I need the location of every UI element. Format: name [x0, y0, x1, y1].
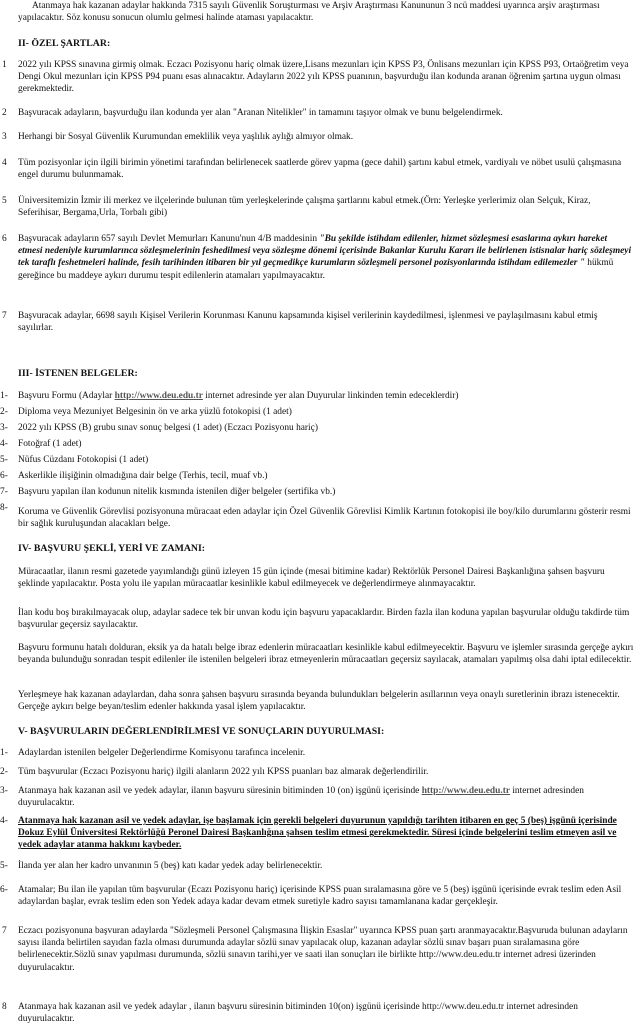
section-3-item-3 [0, 422, 636, 434]
item-text: Herhangi bir Sosyal Güvenlik Kurumundan emeklilik veya yaşlılık aylığı almıyor olmak. [18, 132, 354, 142]
item-number: 1- [0, 748, 8, 758]
section-5-item-7 [0, 925, 636, 974]
item-text: Atanmaya hak kazanan asil ve yedek adaylar , ilanın başvuru süresinin bitiminden 10(on) işgünü içerisinde http://www.deu.edu.tr internet adresinden duyurulacaktır. [18, 1002, 578, 1025]
item-text: Atanmaya hak kazanan asil ve yedek adaylar, işe başlamak için gerekli belgeleri duyurunun yapıldığı tarihten itibaren en geç 5 (beş) işgünü içerisinde Dokuz Eylül Üniversitesi Rektörlüğü Peronel Dairesi Başkanlığına şahsen teslim etmesi gerekmektedir. Süresi içinde belgelerini teslim etmeyen asil ve yedek adaylar atanma hakkını kaybeder. [18, 816, 617, 851]
item-number: 5- [0, 861, 8, 871]
item-text: Askerlikle ilişiğinin olmadığına dair belge (Terhis, tecil, muaf vb.) [18, 471, 268, 481]
item-number: 7 [2, 926, 7, 936]
item-text: Üniversitemizin İzmir ili merkez ve ilçelerinde bulunan tüm yerleşkelerinde çalışma şartlarını kabul etmek.(Örn: Yerleşke yerlerimiz olan Selçuk, Kiraz, Seferihisar, Bergama,Urla, Torbalı gibi) [18, 196, 591, 219]
item-number: 4 [2, 158, 7, 168]
section-4-paragraph-1: Müracaatlar, ilanın resmi gazetede yayımlandığı günü izleyen 15 gün içinde (mesai bitimine kadar) Rektörlük Personel Dairesi Başkanlığına şahsen başvuru şeklinde yapılacaktır. Posta yolu ile yapılan müracaatlar kesinlikle kabul edilmeyecek ve değerlendirmeye alınmayacaktır. [18, 567, 605, 590]
section-2-item-4 [0, 157, 636, 181]
intro-paragraph: Atanmaya hak kazanan adaylar hakkında 7315 sayılı Güvenlik Soruşturması ve Arşiv Araştırması Kanununun 3 ncü maddesi uyarınca arşiv araştırması yapılacaktır. Söz konusu sonucun olumlu gelmesi halinde ataması yapılacaktır. [18, 1, 600, 24]
section-5-item-2 [0, 766, 636, 778]
section-5-item-8 [0, 1001, 636, 1025]
section-5-item-3 [0, 785, 636, 809]
section-3-item-7 [0, 486, 636, 498]
item-number: 1- [0, 391, 8, 401]
item-text: Eczacı pozisyonuna başvuran adaylarda "Sözleşmeli Personel Çalışmasına İlişkin Esaslar" uyarınca KPSS puan şartı aranmayacaktır.Başvuruda bulunan adayların sayısı ilanda belirtilen sayıdan fazla olması durumunda adaylar sözlü sınav yapılacak olup, kazanan adaylar sözlü sınav başarı puan sıralamasına göre belirlenecektir.Sözlü sınav yapılması durumunda, sözlü sınavın tarihi,yer ve saati ilan sonuçları ile birlikte http://www.deu.edu.tr internet adresi üzerinden duyurulacaktır. [18, 926, 628, 973]
item-text-post: internet adresinden duyurulacaktır. [18, 786, 584, 809]
section-5-item-5 [0, 860, 636, 872]
item-text [18, 233, 633, 282]
item-number: 5- [0, 455, 8, 465]
deu-website-link[interactable]: http://www.deu.edu.tr [114, 391, 203, 401]
section-4-paragraph-4: Yerleşmeye hak kazanan adaylardan, daha sonra şahsen başvuru sırasında beyanda bulundukları belgelerin asıllarının veya onaylı suretlerinin ibrazı istenecektir. Gerçeğe aykırı belge beyan/teslim edenler hakkında yasal işlem yapılacaktır. [18, 690, 620, 713]
section-2-item-3 [0, 131, 636, 143]
section-3-item-4 [0, 438, 636, 450]
section-3-item-5 [0, 454, 636, 466]
item-number: 3- [0, 423, 8, 433]
section-2-item-6 [0, 233, 636, 282]
item-text: Başvuru yapılan ilan kodunun nitelik kısmında istenilen diğer belgeler (sertifika vb.) [18, 487, 336, 497]
deu-website-link[interactable]: http://www.deu.edu.tr [421, 786, 510, 796]
item-text: Başvuracak adayların, başvurduğu ilan kodunda yer alan "Aranan Nitelikler" in tamamını taşıyor olmak ve bunu belgelendirmek. [18, 108, 503, 118]
section-4-paragraph-2: İlan kodu boş bırakılmayacak olup, adaylar sadece tek bir unvan kodu için başvuru yapacaklardır. Birden fazla ilan koduna yapılan başvurular olduğu takdirde tüm başvurular geçersiz sayılacaktır. [18, 608, 630, 631]
item-text-pre: Atanmaya hak kazanan asil ve yedek adaylar, ilanın başvuru süresinin bitiminden 10 (on) işgünü içerisinde [18, 786, 422, 796]
section-4-paragraph-3: Başvuru formunu hatalı dolduran, eksik ya da hatalı belge ibraz edenlerin müracaatları kesinlikle kabul edilmeyecektir. Başvuru ve işlemler sırasında gerçeğe aykırı beyanda bulunduğu sonradan tespit edilenler ile istenilen belgeleri ibraz etmeyenlerin müracaatları geçersiz sayılacak, atamaları yapılmış olsa dahi iptal edilecektir. [18, 643, 634, 666]
section-5-item-4 [0, 815, 636, 852]
section-3-item-1 [0, 390, 636, 402]
item-number: 5 [2, 196, 7, 206]
item-text: 2022 yılı KPSS (B) grubu sınav sonuç belgesi (1 adet) (Eczacı Pozisyonu hariç) [18, 423, 318, 433]
section-2-item-7 [0, 310, 636, 334]
item-text: 2022 yılı KPSS sınavına girmiş olmak. Eczacı Pozisyonu hariç olmak üzere,Lisans mezunları için KPSS P3, Önlisans mezunları için KPSS P93, Ortaöğretim veya Dengi Okul mezunları için KPSS P94 puanı esas alınacaktır. Adayların 2022 yılı KPSS puanının, başvurduğu ilan kodunda aranan öğrenim şartına uygun olması gerekmektedir. [18, 60, 629, 95]
item-text-post: hükmü gereğince bu maddeye aykırı durumu tespit edilenlerin atamaları yapılmayacaktır. [18, 258, 614, 281]
item-text: Fotoğraf (1 adet) [18, 439, 82, 449]
item-text: Atamalar; Bu ilan ile yapılan tüm başvurular (Ecazı Pozisyonu hariç) içerisinde KPSS puan sıralamasına göre ve 5 (beş) işgünü içerisinde evrak teslim eden Asil adaylardan başlar, evrak teslim eden son Yedek adaya kadar devam etmek suretiyle kadro sayısı tamamlanana kadar gerçekleşir. [18, 885, 622, 908]
item-text: İlanda yer alan her kadro unvanının 5 (beş) katı kadar yedek aday belirlenecektir. [18, 861, 323, 871]
item-number: 7- [0, 487, 8, 497]
section-2-item-1 [0, 59, 636, 96]
law-quote: "Bu şekilde istihdam edilenler, hizmet sözleşmesi esaslarına aykırı hareket etmesi nedeniyle kurumlarınca sözleşmelerinin feshedilmesi veya sözleşme dönemi içerisinde Bakanlar Kurulu Kararı ile belirlenen istisnalar hariç sözleşmeyi tek taraflı feshetmeleri halinde, fesih tarihinden itibaren bir yıl geçmedikçe kurumların sözleşmeli personel pozisyonlarında istihdam edilemezler " [18, 234, 632, 269]
item-number: 2- [0, 767, 8, 777]
item-number: 1 [2, 60, 7, 70]
section-5-item-6 [0, 884, 636, 908]
item-text [18, 785, 633, 809]
item-text: Tüm başvurular (Eczacı Pozisyonu hariç) ilgili alanların 2022 yılı KPSS puanları baz almarak değerlendirilir. [18, 767, 429, 777]
item-text-pre: Başvuracak adayların 657 sayılı Devlet Memurları Kanunu'nun 4/B maddesinin [18, 234, 320, 244]
section-3-title: III- İSTENEN BELGELER: [18, 368, 138, 379]
item-text-pre: Başvuru Formu (Adaylar [18, 391, 115, 401]
item-number: 3- [0, 786, 8, 796]
section-4-title: IV- BAŞVURU ŞEKLİ, YERİ VE ZAMANI: [18, 543, 206, 554]
item-text: Tüm pozisyonlar için ilgili birimin yönetimi tarafından belirlenecek saatlerde görev yapma (gece dahil) şartını kabul etmek, vardiyalı ve nöbet usulü çalışmasına engel durumu bulunmamak. [18, 158, 622, 181]
item-text [18, 390, 633, 402]
item-number: 8- [0, 503, 8, 513]
item-number: 6- [0, 471, 8, 481]
item-text: Nüfus Cüzdanı Fotokopisi (1 adet) [18, 455, 149, 465]
item-text: Diploma veya Mezuniyet Belgesinin ön ve arka yüzlü fotokopisi (1 adet) [18, 407, 292, 417]
item-number: 6 [2, 234, 7, 244]
section-2-title: II- ÖZEL ŞARTLAR: [18, 38, 111, 49]
item-number: 3 [2, 132, 7, 142]
item-number: 6- [0, 885, 8, 895]
item-text: Adaylardan istenilen belgeler Değerlendirme Komisyonu tarafınca incelenir. [18, 748, 306, 758]
item-number: 2 [2, 108, 7, 118]
section-2-item-2 [0, 107, 636, 119]
item-number: 4- [0, 816, 8, 826]
section-3-item-8 [0, 503, 636, 530]
item-text: Başvuracak adaylar, 6698 sayılı Kişisel Verilerin Korunması Kanunu kapsamında kişisel verilerinin kaydedilmesi, işlenmesi ve paylaşılmasını kabul etmiş sayılırlar. [18, 311, 598, 334]
item-number: 8 [2, 1002, 7, 1012]
item-number: 2- [0, 407, 8, 417]
section-5-title: V- BAŞVURULARIN DEĞERLENDİRİLMESİ VE SONUÇLARIN DUYURULMASI: [18, 726, 385, 737]
item-number: 7 [2, 311, 7, 321]
item-text-post: internet adresinde yer alan Duyurular linkinden temin edeceklerdir) [202, 391, 459, 401]
section-3-item-6 [0, 470, 636, 482]
item-number: 4- [0, 439, 8, 449]
section-2-item-5 [0, 195, 636, 219]
section-3-item-2 [0, 406, 636, 418]
item-text: Koruma ve Güvenlik Görevlisi pozisyonuna müracaat eden adaylar için Özel Güvenlik Görevlisi Kimlik Kartının fotokopisi ile boy/kilo durumlarını gösterir resmi bir sağlık kuruluşundan alacakları belge. [18, 507, 631, 530]
section-5-item-1 [0, 747, 636, 759]
